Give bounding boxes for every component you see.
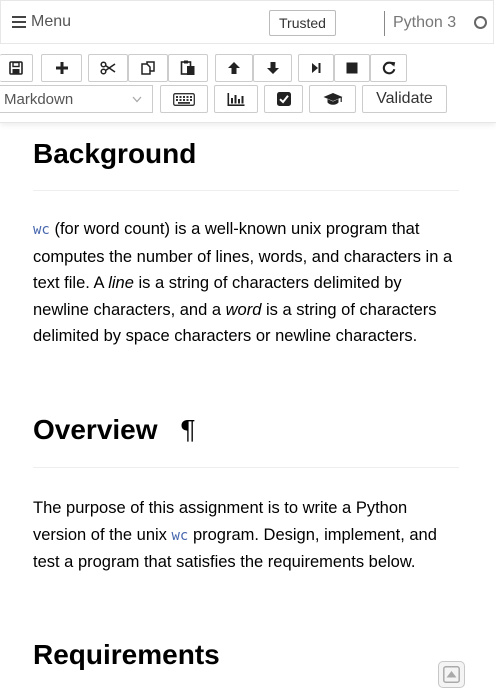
- inline-code-wc: wc: [33, 222, 50, 238]
- cut-icon: [100, 61, 116, 75]
- background-paragraph: wc (for word count) is a well-known unix program that computes the number of lines, words, and characters in a text file. A line is a string of characters delimited by newline characters, and a word is a string of characters delimited by space characters or newline characters.: [33, 220, 453, 345]
- checkbox-button[interactable]: [264, 85, 303, 113]
- menu-label: Menu: [31, 13, 72, 30]
- trusted-indicator[interactable]: Trusted: [269, 10, 336, 36]
- cut-button[interactable]: [88, 54, 128, 82]
- anchor-link[interactable]: ¶: [179, 416, 197, 446]
- inline-code-wc: wc: [171, 527, 189, 544]
- paste-icon: [180, 60, 196, 76]
- save-button[interactable]: [0, 54, 33, 82]
- restart-icon: [382, 61, 396, 75]
- keyboard-icon: [173, 93, 195, 106]
- overview-paragraph: The purpose of this assignment is to write a Python version of the unix wc program. Design, implement, and test a program that satisfies the requirements below.: [33, 499, 437, 571]
- kernel-idle-icon: [474, 16, 487, 29]
- validate-button[interactable]: Validate: [362, 85, 447, 113]
- step-forward-icon: [310, 62, 322, 74]
- arrow-up-box-icon: [443, 666, 460, 683]
- heading-overview: Overview ¶: [33, 414, 197, 446]
- move-up-button[interactable]: [215, 54, 253, 82]
- paste-button[interactable]: [168, 54, 208, 82]
- arrow-up-icon: [227, 61, 241, 75]
- menu-button[interactable]: [12, 13, 71, 31]
- chart-button[interactable]: [214, 85, 258, 113]
- heading-rule: [33, 190, 459, 191]
- insert-cell-button[interactable]: [41, 54, 82, 82]
- restart-button[interactable]: [370, 54, 407, 82]
- bar-chart-icon: [227, 92, 245, 107]
- checkbox-icon: [277, 92, 291, 106]
- plus-icon: [55, 61, 69, 75]
- copy-icon: [140, 60, 156, 76]
- heading-requirements: Requirements: [33, 639, 220, 670]
- cell-type-value: Markdown: [4, 90, 74, 108]
- run-button[interactable]: [298, 54, 334, 82]
- graduation-cap-icon: [323, 92, 343, 106]
- kernel-name[interactable]: Python 3: [393, 14, 457, 31]
- copy-button[interactable]: [128, 54, 168, 82]
- kernel-separator: [384, 11, 385, 36]
- heading-rule: [33, 467, 459, 468]
- move-down-button[interactable]: [253, 54, 292, 82]
- save-icon: [9, 61, 23, 75]
- hamburger-icon: [12, 16, 26, 28]
- caret-down-icon: [122, 86, 152, 112]
- arrow-down-icon: [266, 61, 280, 75]
- scroll-to-top-button[interactable]: [438, 661, 465, 688]
- stop-icon: [346, 62, 358, 74]
- menubar: [0, 0, 494, 44]
- command-palette-button[interactable]: [160, 85, 208, 113]
- grading-button[interactable]: [309, 85, 356, 113]
- heading-background: Background: [33, 138, 197, 169]
- interrupt-button[interactable]: [334, 54, 370, 82]
- notebook-header: [0, 0, 496, 123]
- cell-type-select[interactable]: [0, 85, 153, 113]
